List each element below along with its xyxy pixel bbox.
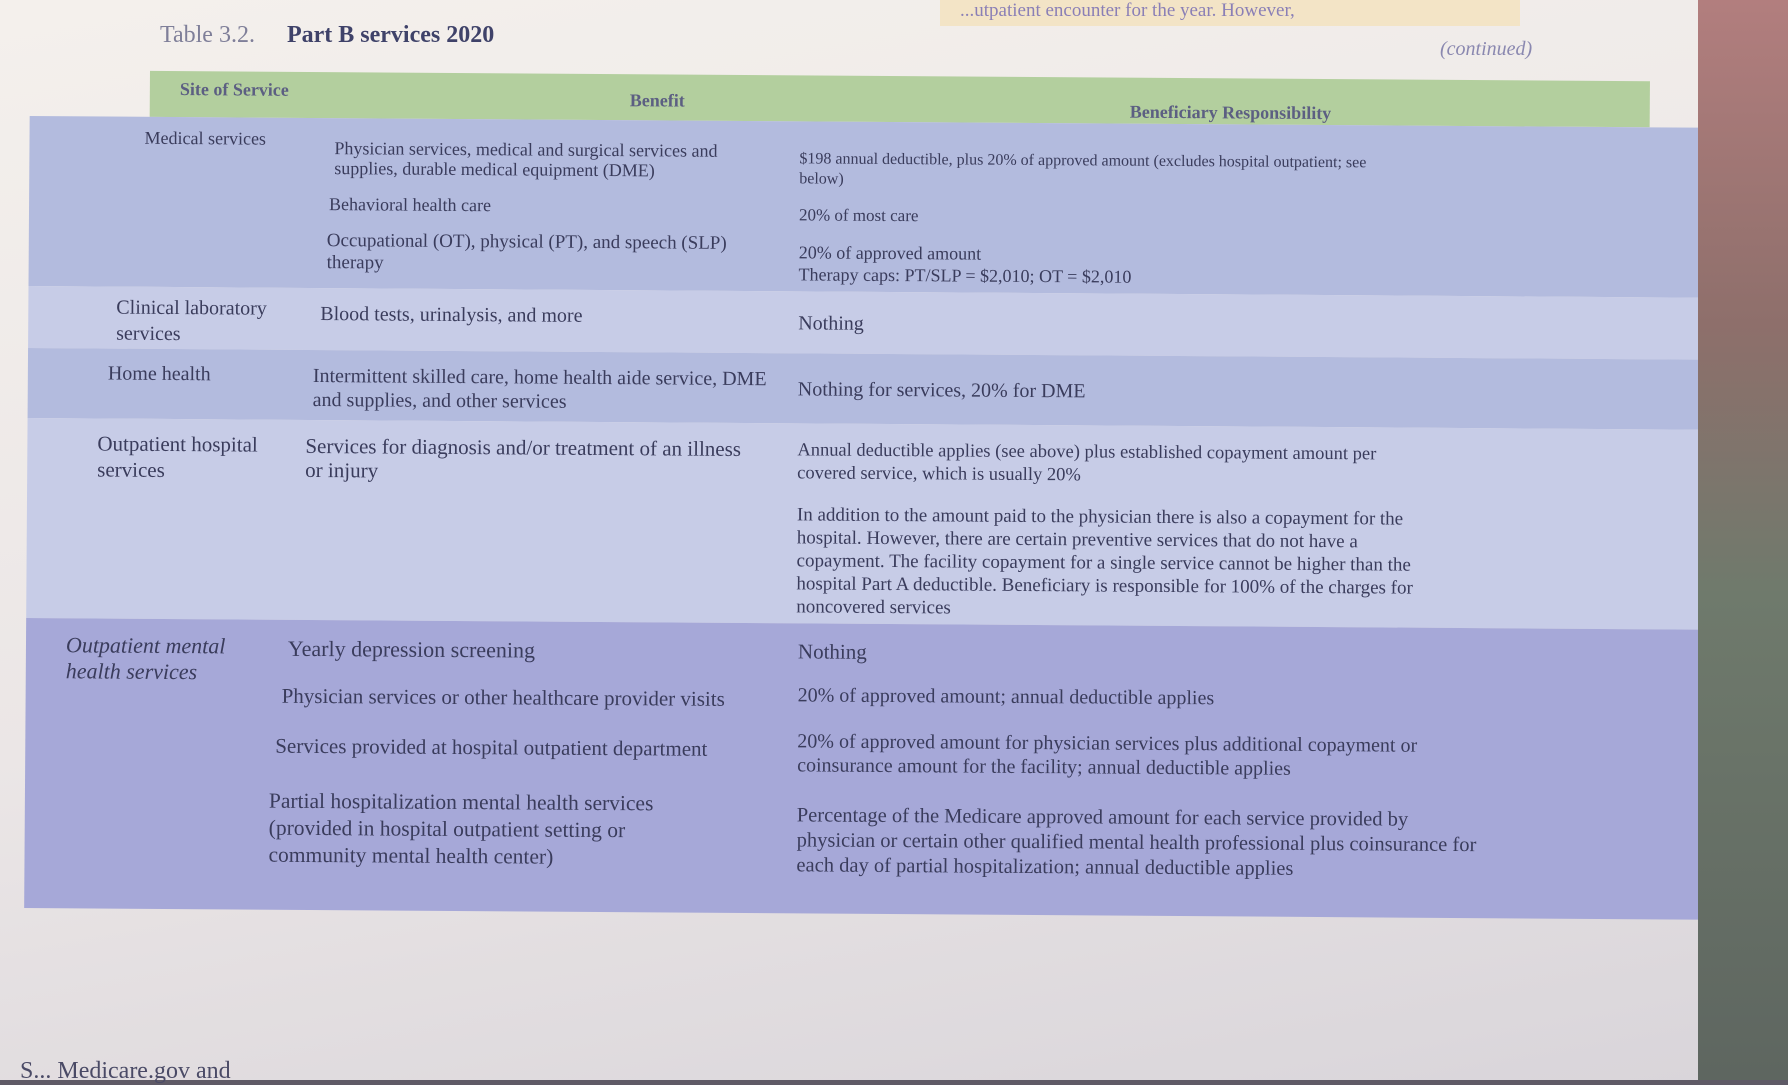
benefit-cell: Services provided at hospital outpatient department <box>275 733 708 761</box>
responsibility-cell <box>799 241 1399 289</box>
benefit-cell: Behavioral health care <box>329 194 492 216</box>
site-label: Clinical laboratory services <box>116 296 267 346</box>
header-responsibility: Beneficiary Responsibility <box>1129 101 1332 124</box>
benefit-cell: Blood tests, urinalysis, and more <box>320 303 583 327</box>
section-outpatient-mental-health <box>24 618 1716 920</box>
responsibility-line: 20% of approved amount <box>798 242 982 264</box>
therapy-caps-line: Therapy caps: PT/SLP = $2,010; OT = $2,010 <box>798 264 1132 287</box>
benefit-cell: Partial hospitalization mental health services (provided in hospital outpatient setting or community mental health center) <box>268 788 654 869</box>
benefit-cell: Occupational (OT), physical (PT), and speech (SLP) therapy <box>326 230 727 274</box>
section-outpatient-hospital <box>26 418 1717 630</box>
site-label: Outpatient hospital services <box>97 431 258 482</box>
responsibility-cell: 20% of approved amount for physician services plus additional copayment or coinsurance amount for the facility; annual deductible applies <box>797 730 1418 780</box>
section-clinical-laboratory <box>28 286 1718 360</box>
benefit-cell: Intermittent skilled care, home health aide service, DME and supplies, and other services <box>312 364 767 413</box>
previous-page-fragment: ...utpatient encounter for the year. However, <box>940 0 1520 26</box>
section-medical-services <box>28 116 1719 298</box>
footer-text-fragment: S... Medicare.gov and <box>20 1058 231 1084</box>
responsibility-cell: Nothing for services, 20% for DME <box>797 378 1086 403</box>
background-edge <box>1698 0 1788 1080</box>
benefit-cell: Yearly depression screening <box>287 635 536 663</box>
responsibility-cell: 20% of most care <box>798 205 919 226</box>
responsibility-cell: $198 annual deductible, plus 20% of approved amount (excludes hospital outpatient; see below) <box>799 150 1367 188</box>
section-home-health <box>28 348 1718 430</box>
continued-label: (continued) <box>1440 38 1533 60</box>
table-title <box>160 22 494 49</box>
responsibility-cell: 20% of approved amount; annual deductible applies <box>797 684 1215 710</box>
responsibility-cell: Percentage of the Medicare approved amount for each service provided by physician or certain other qualified mental health professional plus coinsurance for each day of partial hospitalization; annual deductible applies <box>796 804 1477 880</box>
site-label: Outpatient mental health services <box>65 632 226 685</box>
benefit-cell: Services for diagnosis and/or treatment of an illness or injury <box>305 433 742 483</box>
header-site: Site of Service <box>179 79 289 100</box>
responsibility-cell: In addition to the amount paid to the physician there is also a copayment for the hospital. However, there are certain preventive services that do not have a copayment. The facility copayment for a single service cannot be higher than the hospital Part A deductible. Beneficiary is responsible for 100% of the charges for noncovered services <box>796 504 1413 619</box>
part-b-services-table <box>23 70 1720 1062</box>
responsibility-cell: Annual deductible applies (see above) plus established copayment amount per covered service, which is usually 20% <box>797 440 1377 486</box>
benefit-cell: Physician services or other healthcare provider visits <box>281 683 725 711</box>
table-number: Table 3.2. <box>160 22 255 48</box>
benefit-cell: Physician services, medical and surgical services and supplies, durable medical equipment (DME) <box>334 138 718 181</box>
responsibility-cell: Nothing <box>798 312 864 335</box>
site-label: Medical services <box>144 127 267 149</box>
table-name: Part B services 2020 <box>286 22 495 48</box>
responsibility-cell: Nothing <box>797 639 867 664</box>
site-label: Home health <box>107 362 211 386</box>
header-benefit: Benefit <box>629 90 685 111</box>
